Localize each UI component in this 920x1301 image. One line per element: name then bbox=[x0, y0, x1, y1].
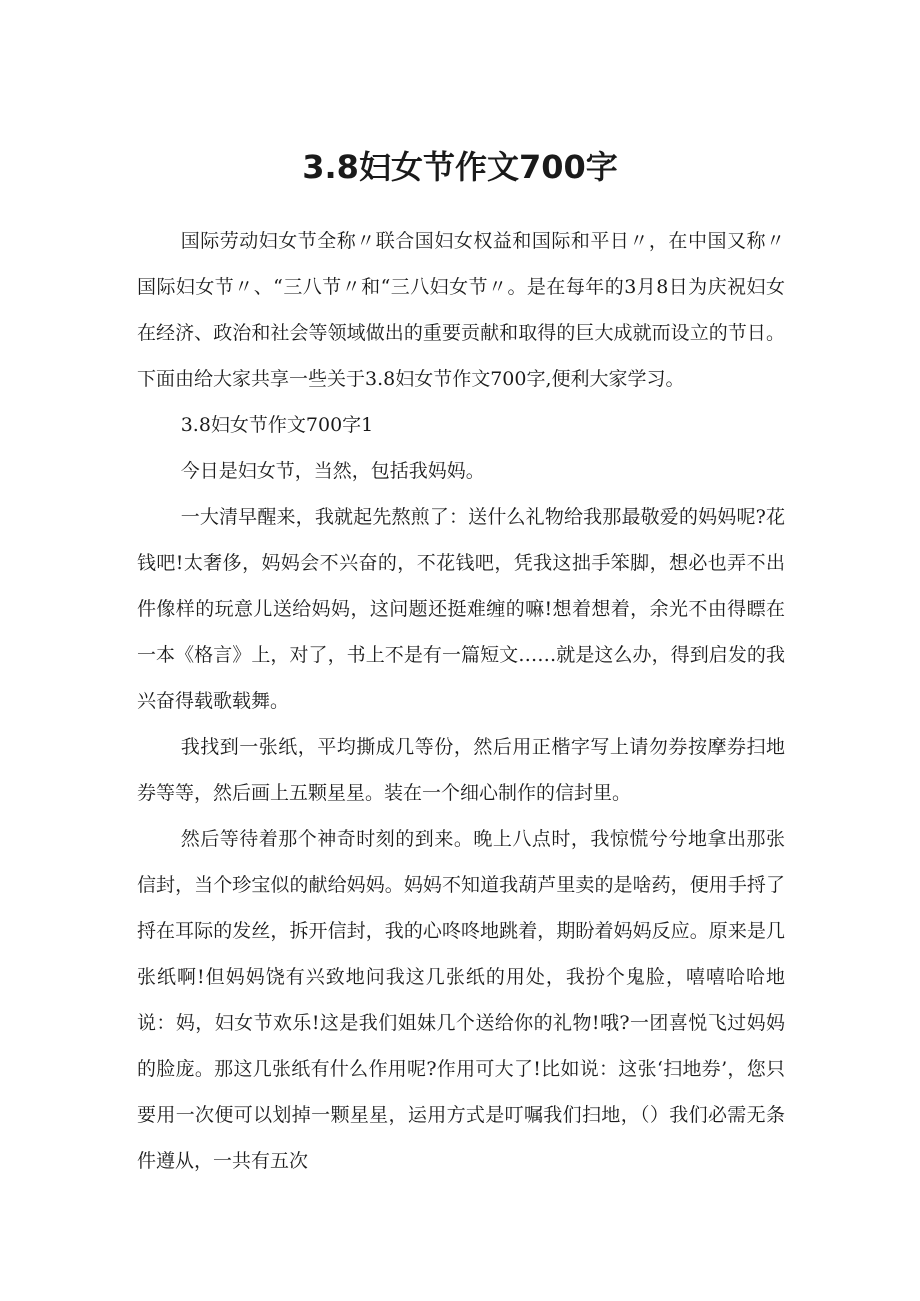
document-title: 3.8妇女节作文700字 bbox=[302, 148, 618, 186]
body-paragraph: 今日是妇女节，当然，包括我妈妈。 bbox=[180, 460, 485, 482]
intro-paragraph: 国际劳动妇女节全称〃联合国妇女权益和国际和平日〃，在中国又称〃国际妇女节〃、“三八节〃和“三八妇女节〃。是在每年的3月8日为庆祝妇女在经济、政治和社会等领域做出的重要贡献和取得的巨大成就而设立的节日。下面由给大家共享一些关于3.8妇女节作文700字,便利大家学习。 bbox=[137, 230, 785, 390]
section-heading: 3.8妇女节作文700字1 bbox=[180, 414, 374, 436]
document-body bbox=[137, 218, 785, 1184]
body-paragraph: 然后等待着那个神奇时刻的到来。晚上八点时，我惊慌兮兮地拿出那张信封，当个珍宝似的献给妈妈。妈妈不知道我葫芦里卖的是啥药，便用手捋了捋在耳际的发丝，拆开信封，我的心咚咚地跳着，期盼着妈妈反应。原来是几张纸啊!但妈妈饶有兴致地问我这几张纸的用处，我扮个鬼脸，嘻嘻哈哈地说：妈，妇女节欢乐!这是我们姐妹几个送给你的礼物!哦?一团喜悦飞过妈妈的脸庞。那这几张纸有什么作用呢?作用可大了!比如说：这张‘扫地券’，您只要用一次便可以划掉一颗星星，运用方式是叮嘱我们扫地，（）我们必需无条件遵从，一共有五次 bbox=[137, 828, 785, 1172]
body-paragraph: 我找到一张纸，平均撕成几等份，然后用正楷字写上请勿券按摩券扫地券等等，然后画上五颗星星。装在一个细心制作的信封里。 bbox=[137, 736, 785, 804]
body-paragraph: 一大清早醒来，我就起先熬煎了：送什么礼物给我那最敬爱的妈妈呢?花钱吧!太奢侈，妈妈会不兴奋的，不花钱吧，凭我这拙手笨脚，想必也弄不出件像样的玩意儿送给妈妈，这问题还挺难缠的嘛!想着想着，余光不由得瞟在一本《格言》上，对了，书上不是有一篇短文……就是这么办，得到启发的我兴奋得载歌载舞。 bbox=[137, 506, 785, 712]
